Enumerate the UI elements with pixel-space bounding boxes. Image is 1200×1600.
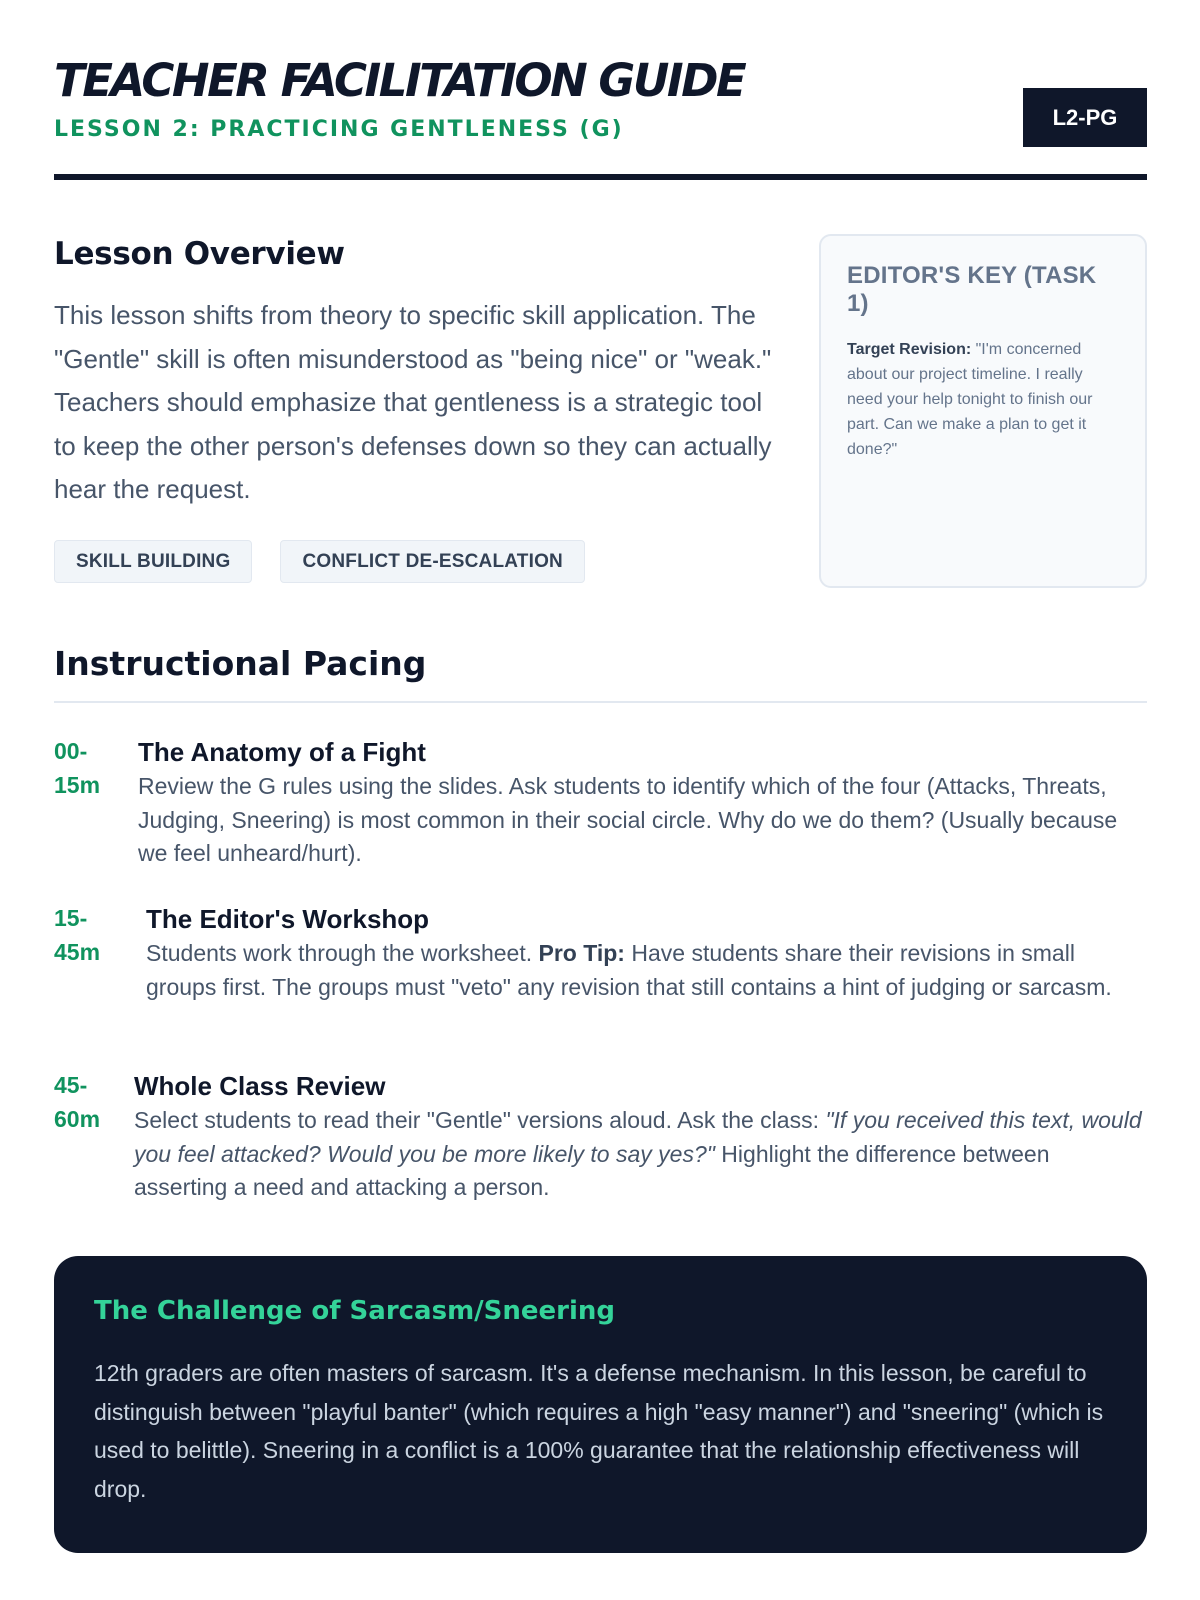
instructional-pacing-heading: Instructional Pacing [54, 644, 1147, 703]
step-body: Review the G rules using the slides. Ask students to identify which of the four (Attacks, Threats, Judging, Sneering) is most common in their social circle. Why do we do them? (Usually because we feel unheard/hurt). [138, 773, 1118, 866]
tag-conflict-de-escalation: CONFLICT DE-ESCALATION [280, 540, 585, 583]
document-page [54, 0, 1147, 1502]
editors-key-label: Target Revision: [847, 341, 972, 358]
editors-key-revision: "I'm concerned about our project timeline. I really need your help tonight to finish our part. Can we make a plan to get it done?" [847, 341, 1093, 458]
sarcasm-callout-box [54, 1256, 1147, 1553]
pacing-step [54, 901, 1147, 1004]
step-content [146, 901, 1147, 1004]
pacing-step [54, 1068, 1147, 1205]
pacing-step [54, 734, 1147, 871]
callout-heading: The Challenge of Sarcasm/Sneering [94, 1296, 616, 1326]
step-body [146, 937, 1147, 1004]
discussion-question: "If you received this text, would you feel attacked? Would you be more likely to say yes?" [134, 1107, 1142, 1167]
step-content [134, 1068, 1147, 1205]
tag-skill-building: SKILL BUILDING [54, 540, 252, 583]
step-time-start: 45- [54, 1072, 88, 1098]
step-time [54, 734, 138, 871]
step-content [138, 734, 1147, 871]
step-body-part: Have students share their revisions in small groups first. The groups must "veto" any revision that still contains a hint of judging or sarcasm. [146, 940, 1112, 1000]
step-body-part: Highlight the difference between asserting a need and attacking a person. [134, 1140, 1050, 1200]
step-title: The Anatomy of a Fight [138, 737, 426, 767]
step-time-start: 15- [54, 905, 88, 931]
document-header [54, 0, 1147, 180]
step-body-part: Students work through the worksheet. [146, 940, 539, 966]
step-time-end: 15m [54, 772, 101, 798]
editors-key-box [819, 234, 1147, 588]
lesson-overview-section [54, 236, 784, 583]
step-time-end: 60m [54, 1106, 101, 1132]
document-title: TEACHER FACILITATION GUIDE [54, 54, 745, 107]
step-body [134, 1104, 1147, 1205]
step-body-part: Select students to read their "Gentle" versions aloud. Ask the class: [134, 1107, 826, 1133]
editors-key-text [847, 337, 1119, 462]
lesson-overview-body: This lesson shifts from theory to specific skill application. The "Gentle" skill is often misunderstood as "being nice" or "weak." Teachers should emphasize that gentleness is a strategic tool to keep the other person's defenses down so they can actually hear the request. [54, 300, 772, 504]
callout-body: 12th graders are often masters of sarcasm. It's a defense mechanism. In this lesson, be careful to distinguish between "playful banter" (which requires a high "easy manner") and "sneering" (which is used to belittle). Sneering in a conflict is a 100% guarantee that the relationship effectiveness will drop. [94, 1360, 1104, 1502]
step-time-end: 45m [54, 939, 101, 965]
step-time-start: 00- [54, 738, 88, 764]
document-subtitle: LESSON 2: PRACTICING GENTLENESS (G) [54, 117, 624, 142]
step-time [54, 901, 146, 1004]
step-time [54, 1068, 134, 1205]
lesson-code-badge: L2-PG [1023, 88, 1147, 147]
tag-list [54, 540, 784, 583]
editors-key-heading: EDITOR'S KEY (TASK 1) [847, 262, 1097, 317]
lesson-overview-heading: Lesson Overview [54, 236, 345, 272]
step-title: The Editor's Workshop [146, 904, 430, 934]
pro-tip-label: Pro Tip: [538, 940, 625, 966]
step-title: Whole Class Review [134, 1071, 386, 1101]
